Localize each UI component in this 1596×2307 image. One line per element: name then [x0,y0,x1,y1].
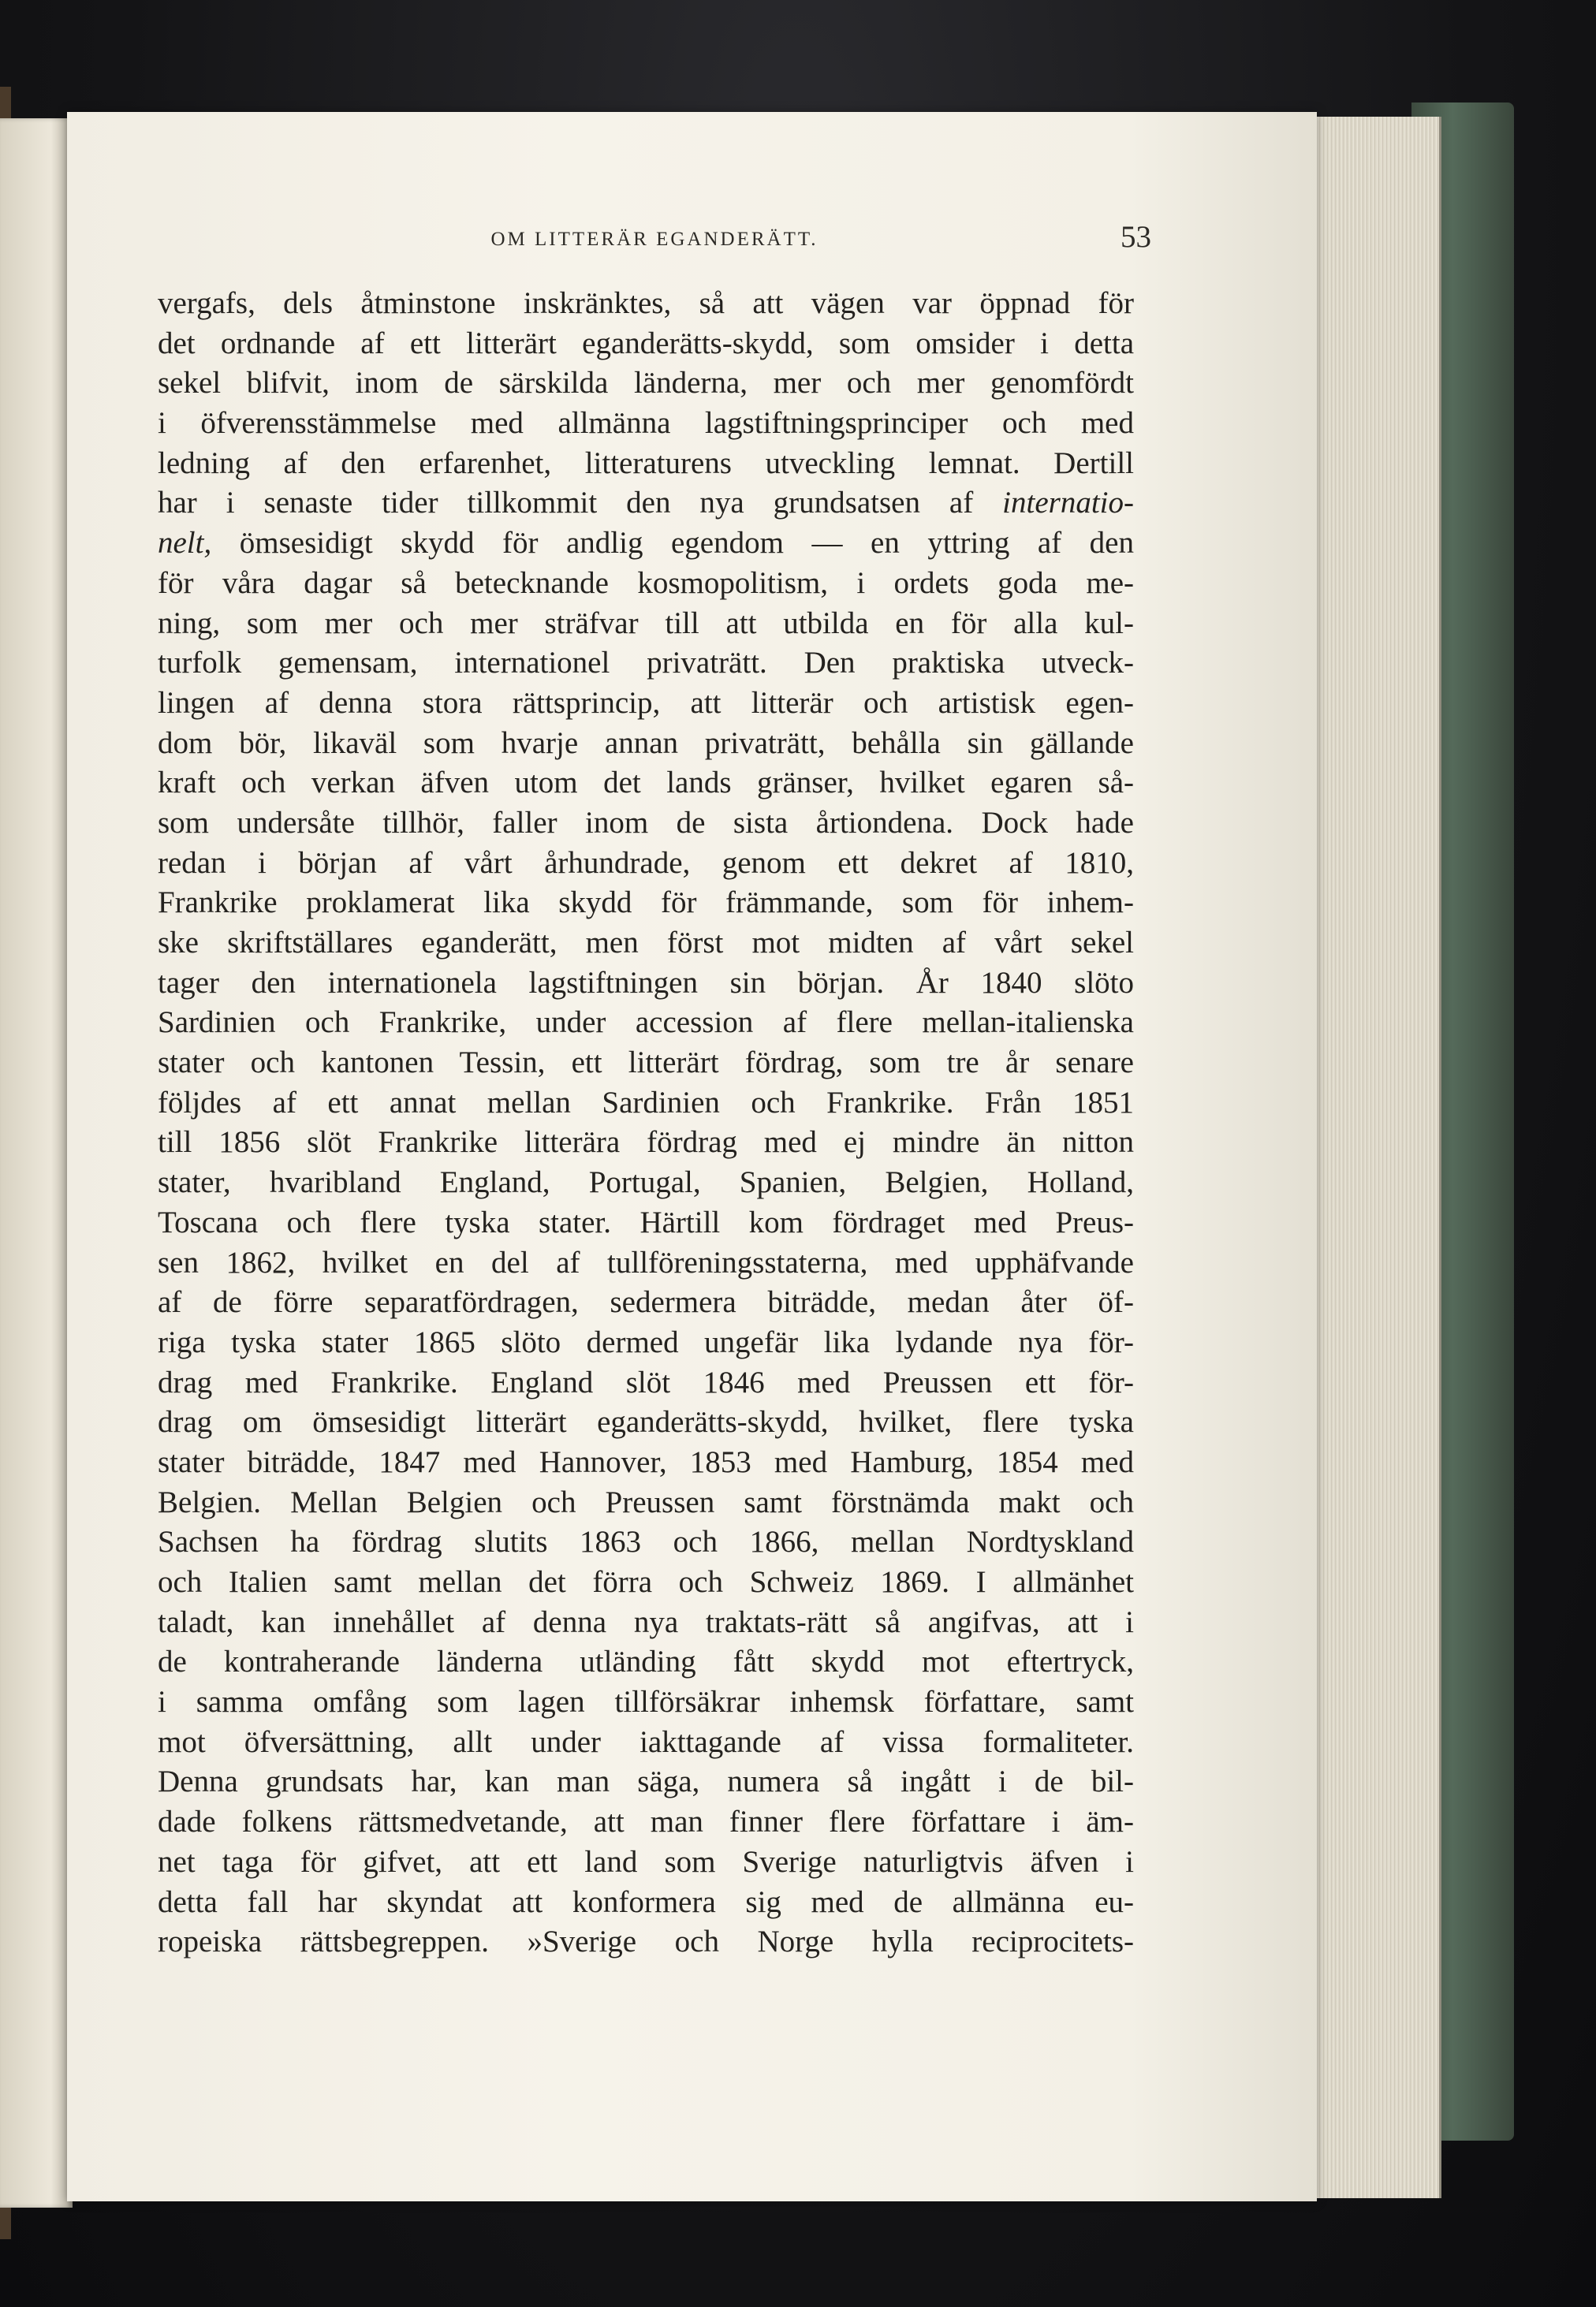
running-head: OM LITTERÄR EGANDERÄTT. [490,229,819,250]
text-line [158,1163,1134,1203]
text-line [158,803,1134,844]
text-line [158,604,1134,644]
text-line [158,1123,1134,1163]
text-segment: dade folkens rättsmedvetande, att man finner flere författare i äm- [158,1805,1134,1839]
text-line [158,1323,1134,1363]
facing-page-edge [0,118,73,2208]
text-segment: af de förre separatfördragen, sedermera biträdde, medan åter öf- [158,1285,1134,1320]
text-segment: för våra dagar så betecknande kosmopolitism, i ordets goda me- [158,565,1134,600]
text-line [158,404,1134,444]
text-segment: stater biträdde, 1847 med Hannover, 1853 med Hamburg, 1854 med [158,1444,1134,1479]
text-line [158,643,1134,684]
text-line [158,1083,1134,1124]
text-line [158,1802,1134,1843]
text-segment: stater, hvaribland England, Portugal, Spanien, Belgien, Holland, [158,1165,1134,1200]
text-segment: vergafs, dels åtminstone inskränktes, så att vägen var öppnad för [158,286,1134,320]
text-line [158,284,1134,324]
text-line [158,564,1134,604]
text-segment: Sardinien och Frankrike, under accession af flere mellan-italienska [158,1005,1134,1040]
text-line [158,524,1134,564]
text-segment: ning, som mer och mer sträfvar till att utbilda en för alla kul- [158,606,1134,640]
text-line [158,1683,1134,1723]
text-segment: Sachsen ha fördrag slutits 1863 och 1866, mellan Nordtyskland [158,1525,1134,1560]
text-line [158,763,1134,803]
text-line [158,1003,1134,1043]
text-line [158,1203,1134,1243]
text-segment: ömsesidigt skydd för andlig egendom — en yttring af den [211,526,1134,561]
text-segment: net taga för gifvet, att ett land som Sverige naturligtvis äfven i [158,1844,1134,1879]
text-line [158,883,1134,923]
text-line [158,844,1134,884]
text-line [158,963,1134,1004]
text-line [158,483,1134,524]
text-segment: turfolk gemensam, internationel privaträtt. Den praktiska utveck- [158,646,1134,680]
text-line [158,1762,1134,1802]
body-text [158,284,1134,1962]
text-segment: Belgien. Mellan Belgien och Preussen samt förstnämda makt och [158,1485,1134,1519]
text-line [158,1403,1134,1443]
text-segment: drag om ömsesidigt litterärt eganderätts-skydd, hvilket, flere tyska [158,1405,1134,1440]
text-segment: har i senaste tider tillkommit den nya grundsatsen af [158,486,1003,520]
text-line [158,1843,1134,1883]
page-stack-edge [1313,117,1441,2198]
text-segment: till 1856 slöt Frankrike litterära fördrag med ej mindre än nitton [158,1125,1134,1160]
text-segment: redan i början af vårt århundrade, genom ett dekret af 1810, [158,845,1134,880]
italic-text: internatio- [1002,486,1134,520]
text-line [158,1043,1134,1083]
text-segment: lingen af denna stora rättsprincip, att litterär och artistisk egen- [158,685,1134,720]
text-line [158,1603,1134,1643]
text-segment: som undersåte tillhör, faller inom de sista årtiondena. Dock hade [158,805,1134,840]
text-segment: taladt, kan innehållet af denna nya traktats-rätt så angifvas, att i [158,1604,1134,1639]
text-line [158,1363,1134,1403]
text-line [158,1243,1134,1284]
text-segment: Toscana och flere tyska stater. Härtill kom fördraget med Preus- [158,1205,1134,1239]
text-line [158,363,1134,404]
text-line [158,444,1134,484]
text-line [158,1883,1134,1923]
text-segment: i öfverensstämmelse med allmänna lagstiftningsprinciper och med [158,406,1134,441]
text-line [158,1563,1134,1603]
text-line [158,324,1134,364]
text-segment: ske skriftställares eganderätt, men först mot midten af vårt sekel [158,926,1134,960]
text-segment: det ordnande af ett litterärt eganderätts-skydd, som omsider i detta [158,326,1134,360]
text-line [158,684,1134,724]
text-segment: kraft och verkan äfven utom det lands gränser, hvilket egaren så- [158,766,1134,800]
text-line [158,1483,1134,1523]
text-line [158,1443,1134,1483]
text-segment: sen 1862, hvilket en del af tullföreningsstaterna, med upphäfvande [158,1245,1134,1280]
text-segment: följdes af ett annat mellan Sardinien och Frankrike. Från 1851 [158,1085,1134,1120]
page-number: 53 [1121,220,1151,254]
text-segment: tager den internationela lagstiftningen sin början. År 1840 slöto [158,965,1134,1000]
text-line [158,1283,1134,1323]
text-segment: stater och kantonen Tessin, ett litterärt fördrag, som tre år senare [158,1045,1134,1080]
text-segment: Frankrike proklamerat lika skydd för främmande, som för inhem- [158,885,1134,920]
text-line [158,724,1134,764]
text-line [158,1642,1134,1683]
text-segment: mot öfversättning, allt under iakttagande af vissa formaliteter. [158,1724,1134,1759]
text-segment: detta fall har skyndat att konformera sig med de allmänna eu- [158,1884,1134,1919]
italic-text: nelt, [158,526,212,561]
text-segment: ropeiska rättsbegreppen. »Sverige och Norge hylla reciprocitets- [158,1925,1134,1959]
text-segment: de kontraherande länderna utländing fått skydd mot eftertryck, [158,1645,1134,1679]
text-segment: riga tyska stater 1865 slöto dermed ungefär lika lydande nya för- [158,1325,1134,1359]
text-segment: ledning af den erfarenhet, litteraturens utveckling lemnat. Dertill [158,445,1134,480]
text-line [158,923,1134,963]
text-segment: Denna grundsats har, kan man säga, numera så ingått i de bil- [158,1765,1134,1799]
text-segment: sekel blifvit, inom de särskilda länderna, mer och mer genomfördt [158,366,1134,401]
text-segment: i samma omfång som lagen tillförsäkrar inhemsk författare, samt [158,1685,1134,1720]
text-line [158,1522,1134,1563]
text-segment: och Italien samt mellan det förra och Schweiz 1869. I allmänhet [158,1565,1134,1599]
text-line [158,1723,1134,1763]
text-segment: dom bör, likaväl som hvarje annan privaträtt, behålla sin gällande [158,725,1134,760]
text-line [158,1922,1134,1962]
text-segment: drag med Frankrike. England slöt 1846 med Preussen ett för- [158,1365,1134,1399]
